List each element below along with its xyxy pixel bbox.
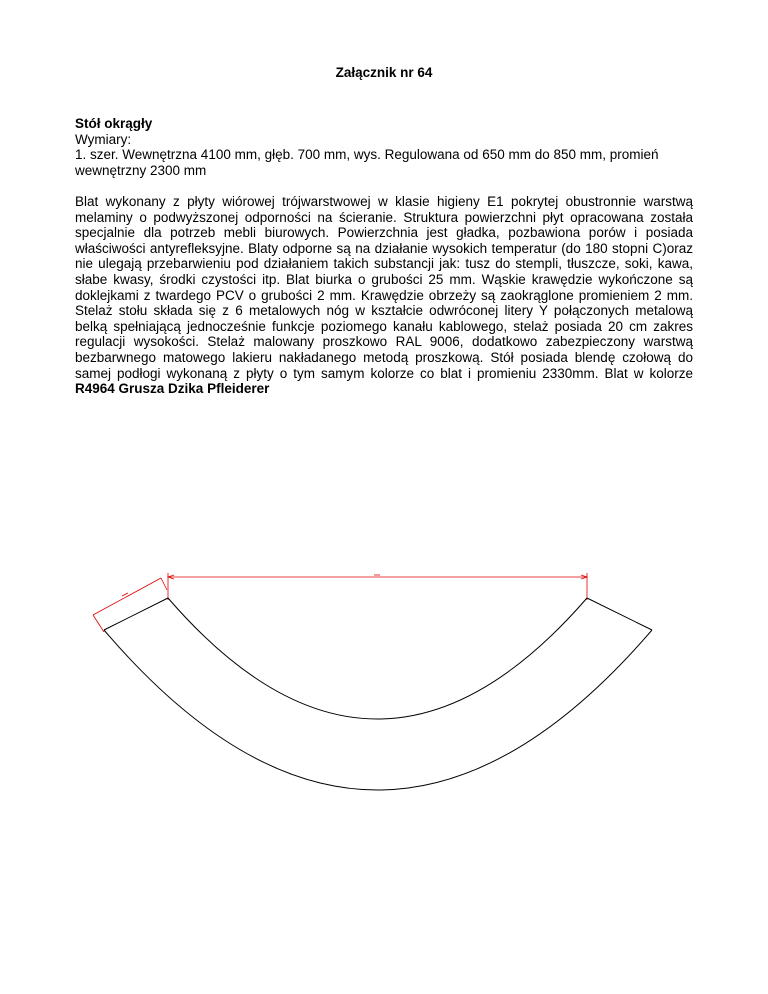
tabletop-outer-edge xyxy=(104,630,652,790)
description-paragraph xyxy=(75,194,693,397)
tabletop-inner-edge xyxy=(168,598,587,719)
dimensions-label: Wymiary: xyxy=(75,131,132,147)
depth-dimension-marker xyxy=(122,593,128,596)
page-title: Załącznik nr 64 xyxy=(335,65,433,80)
product-heading: Stół okrągły xyxy=(75,116,153,131)
depth-dimension-line xyxy=(93,578,161,615)
description-text: Blat wykonany z płyty wiórowej trójwarstwowej w klasie higieny E1 pokrytej obustronnie warstwą melaminy o podwyższonej odporności na ścieranie. Struktura powierzchni płyt opracowana została specjalnie dla potrzeb mebli biurowych. Powierzchnia jest gładka, pozbawiona porów i posiada właściwości antyrefleksyjne. Blaty odporne są na działanie wysokich temperatur (do 180 stopni C)oraz nie ulegają przebarwieniu pod działaniem takich substancji jak: tusz do stempli, tłuszcze, soki, kawa, słabe kwasy, środki czystości itp. Blat biurka o grubości 25 mm. Wąskie krawędzie wykończone są doklejkami z twardego PCV o grubości 2 mm. Krawędzie obrzeży są zaokrąglone promieniem 2 mm. Stelaż stołu składa się z 6 metalowych nóg w kształcie odwróconej litery Y połączonych metalową belką spełniającą jednocześnie funkcje poziomego kanału kablowego, stelaż posiada 20 cm zakres regulacji wysokości. Stelaż malowany proszkowo RAL 9006, dodatkowo zabezpieczony warstwą bezbarwnego matowego lakieru nakładanego metodą proszkową. Stół posiada blendę czołową do samej podłogi wykonaną z płyty o tym samym kolorze co blat i promieniu 2330mm. Blat w kolorze xyxy=(75,193,693,381)
depth-dimension-top-tick xyxy=(161,578,167,590)
color-name: R4964 Grusza Dzika Pfleiderer xyxy=(75,381,270,397)
dimensions-line: 1. szer. Wewnętrzna 4100 mm, głęb. 700 mm, wys. Regulowana od 650 mm do 850 mm, promień wewnętrzny 2300 mm xyxy=(75,147,659,178)
table-drawing xyxy=(0,560,768,820)
tabletop-outline xyxy=(104,598,652,790)
depth-dimension-bottom-tick xyxy=(93,615,104,632)
specification-section xyxy=(75,116,693,397)
tabletop-left-end xyxy=(104,598,168,630)
tabletop-right-end xyxy=(587,598,652,630)
depth-dimension xyxy=(93,578,167,632)
width-dimension xyxy=(168,573,587,600)
